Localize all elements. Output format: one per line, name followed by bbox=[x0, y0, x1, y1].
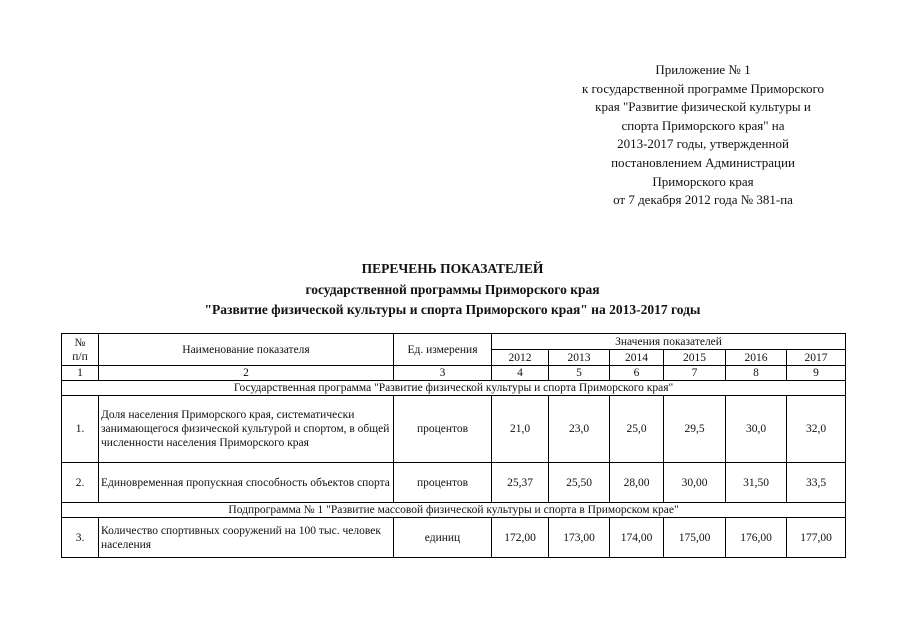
table-row bbox=[62, 518, 846, 558]
row-value: 172,00 bbox=[492, 518, 549, 558]
header-year: 2017 bbox=[787, 350, 846, 366]
appendix-line: 2013-2017 годы, утвержденной bbox=[617, 136, 789, 152]
row-value: 173,00 bbox=[549, 518, 610, 558]
row-value: 25,0 bbox=[610, 396, 664, 463]
appendix-line: к государственной программе Приморского bbox=[581, 80, 824, 96]
row-value: 21,0 bbox=[492, 396, 549, 463]
col-number: 5 bbox=[549, 366, 610, 381]
header-name: Наименование показателя bbox=[99, 334, 394, 366]
row-value: 25,37 bbox=[492, 463, 549, 503]
row-unit: единиц bbox=[394, 518, 492, 558]
header-year: 2013 bbox=[549, 350, 610, 366]
col-number: 3 bbox=[394, 366, 492, 381]
header-year: 2016 bbox=[726, 350, 787, 366]
header-year: 2012 bbox=[492, 350, 549, 366]
section-row: Государственная программа "Развитие физической культуры и спорта Приморского края" bbox=[62, 381, 846, 396]
row-value: 28,00 bbox=[610, 463, 664, 503]
document-subtitle-2: "Развитие физической культуры и спорта Приморского края" на 2013-2017 годы bbox=[204, 302, 701, 317]
header-year: 2014 bbox=[610, 350, 664, 366]
appendix-line: Приморского края bbox=[652, 173, 754, 189]
appendix-line: Приложение № 1 bbox=[655, 62, 751, 77]
col-number: 1 bbox=[62, 366, 99, 381]
row-value: 174,00 bbox=[610, 518, 664, 558]
row-num: 2. bbox=[62, 463, 99, 503]
row-value: 23,0 bbox=[549, 396, 610, 463]
row-unit: процентов bbox=[394, 396, 492, 463]
row-value: 30,00 bbox=[664, 463, 726, 503]
appendix-line: края "Развитие физической культуры и bbox=[595, 99, 811, 115]
col-number: 9 bbox=[787, 366, 846, 381]
row-value: 31,50 bbox=[726, 463, 787, 503]
document-title: ПЕРЕЧЕНЬ ПОКАЗАТЕЛЕЙ bbox=[361, 261, 544, 276]
indicators-table bbox=[61, 333, 846, 558]
document-subtitle: государственной программы Приморского края bbox=[305, 282, 600, 297]
appendix-line: от 7 декабря 2012 года № 381-па bbox=[613, 192, 793, 208]
col-number: 8 bbox=[726, 366, 787, 381]
col-number: 2 bbox=[99, 366, 394, 381]
row-name: Доля населения Приморского края, систематически занимающегося физической культурой и спортом, в общей численности населения Приморского края bbox=[99, 396, 394, 463]
row-value: 29,5 bbox=[664, 396, 726, 463]
col-number: 7 bbox=[664, 366, 726, 381]
row-value: 30,0 bbox=[726, 396, 787, 463]
appendix-line: спорта Приморского края" на bbox=[621, 117, 785, 133]
col-number: 6 bbox=[610, 366, 664, 381]
row-num: 3. bbox=[62, 518, 99, 558]
row-value: 32,0 bbox=[787, 396, 846, 463]
appendix-line: постановлением Администрации bbox=[611, 154, 795, 170]
header-year: 2015 bbox=[664, 350, 726, 366]
row-name: Единовременная пропускная способность объектов спорта bbox=[99, 463, 394, 503]
col-number: 4 bbox=[492, 366, 549, 381]
row-num: 1. bbox=[62, 396, 99, 463]
row-value: 25,50 bbox=[549, 463, 610, 503]
row-value: 176,00 bbox=[726, 518, 787, 558]
row-value: 175,00 bbox=[664, 518, 726, 558]
header-unit: Ед. измерения bbox=[394, 334, 492, 366]
appendix-note bbox=[555, 61, 851, 210]
row-value: 177,00 bbox=[787, 518, 846, 558]
row-value: 33,5 bbox=[787, 463, 846, 503]
row-name: Количество спортивных сооружений на 100 тыс. человек населения bbox=[99, 518, 394, 558]
table-row bbox=[62, 396, 846, 463]
table-row bbox=[62, 463, 846, 503]
row-unit: процентов bbox=[394, 463, 492, 503]
header-values: Значения показателей bbox=[492, 334, 846, 350]
header-num: № п/п bbox=[62, 334, 99, 366]
section-row: Подпрограмма № 1 "Развитие массовой физической культуры и спорта в Приморском крае" bbox=[62, 503, 846, 518]
